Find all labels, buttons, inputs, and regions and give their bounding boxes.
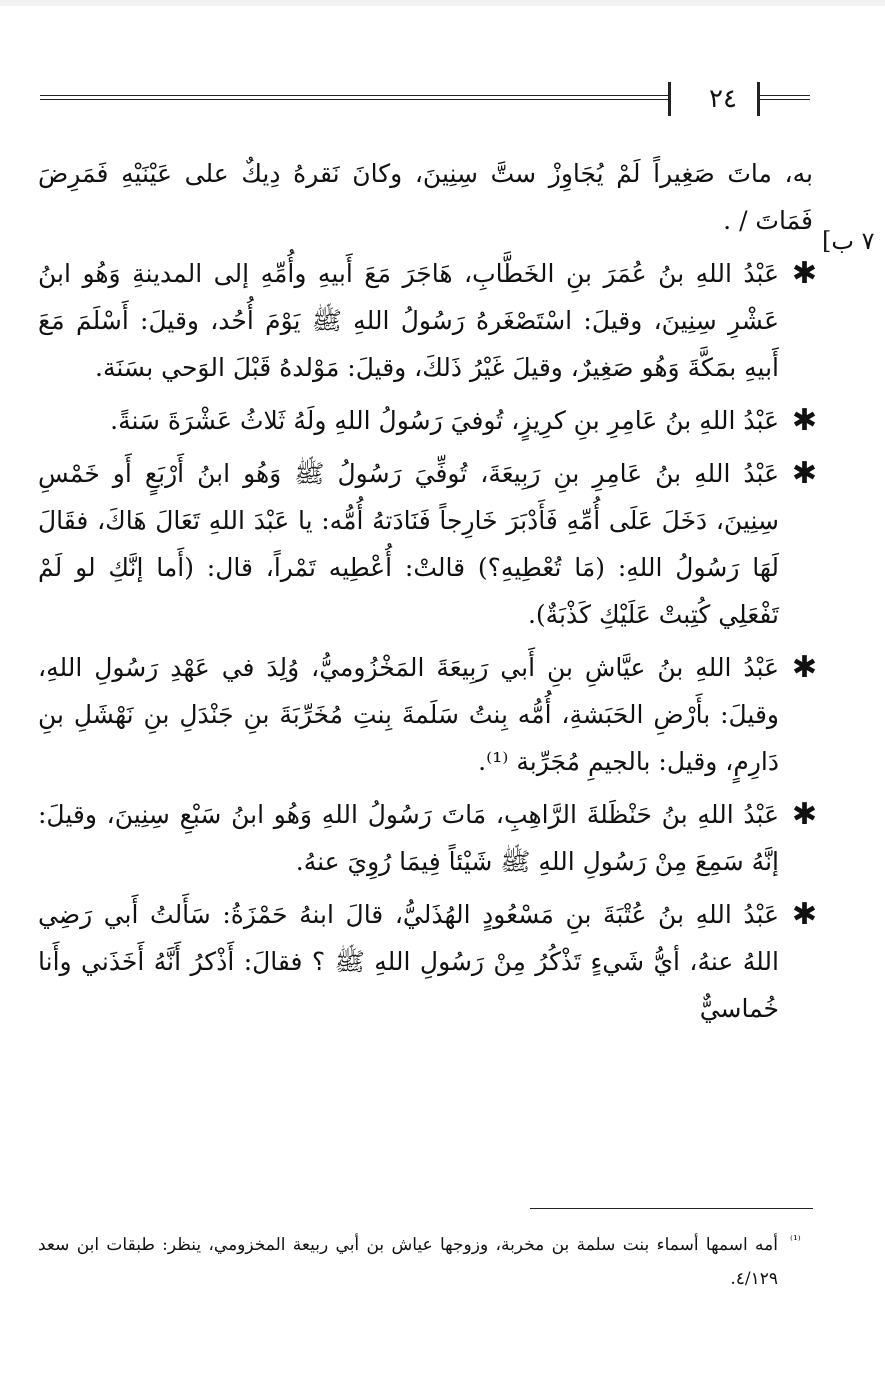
entry-paragraph (38, 450, 817, 638)
footnote-number: ⁽¹⁾ (790, 1233, 801, 1247)
paragraph-text: عَبْدُ اللهِ بنُ عَامِرِ بنِ رَبِيعَةَ، تُوفِّيَ رَسُولُ ﷺ وَهُو ابنُ أَرْبَعٍ أَو خَمْسِ سِنِينَ، دَخَلَ عَلَى أُمِّهِ فَأَدْبَرَ خَارِجاً فَنَادَتهُ أُمُّه: يا عَبْدَ اللهِ تَعَالَ هَاكَ، فقَالَ لَهَا رَسُولُ اللهِ: (مَا تُعْطِيهِ؟) قالتْ: أُعْطِيه تَمْراً، قال: (أَما إنَّكِ لو لَمْ تَفْعَلِي كُتِبتْ عَلَيْكِ كَذْبَةٌ). (38, 459, 779, 629)
entry-paragraph (38, 791, 817, 885)
asterisk-icon: ✱ (791, 897, 817, 932)
main-text (38, 150, 817, 1038)
header-rule-left (40, 95, 668, 100)
footnote-separator (530, 1208, 813, 1209)
entry-paragraph (38, 891, 817, 1032)
asterisk-icon: ✱ (791, 456, 817, 491)
entry-paragraph (38, 250, 817, 391)
asterisk-icon: ✱ (791, 256, 817, 291)
asterisk-icon: ✱ (791, 650, 817, 685)
paragraph-continuation (38, 150, 813, 244)
footnote-text: أمه اسمها أسماء بنت سلمة بن مخربة، وزوجها عياش بن أبي ربيعة المخزومي، ينظر: طبقات ابن سعد ٤/١٢٩. (38, 1235, 778, 1289)
header-rule-right (760, 95, 810, 100)
entry-paragraph (38, 644, 817, 785)
page-number: ٢٤ (709, 84, 737, 114)
paragraph-text: عَبْدُ اللهِ بنُ عَامِرِ بنِ كرِيزٍ، تُوفيَ رَسُولُ اللهِ ولَهُ ثَلاثُ عَشْرَةَ سَنةً. (110, 406, 779, 435)
asterisk-icon: ✱ (791, 403, 817, 438)
paragraph-text: عَبْدُ اللهِ بنُ حَنْظَلةَ الرَّاهِبِ، مَاتَ رَسُولُ اللهِ وَهُو ابنُ سَبْعِ سِنِينَ، وقيلَ: إنَّهُ سَمِعَ مِنْ رَسُولِ اللهِ ﷺ شَيْئاً فِيمَا رُوِيَ عنهُ. (38, 800, 779, 876)
manuscript-folio-note: ٧ ب] (822, 227, 875, 255)
page-header (40, 82, 810, 116)
paragraph-text: به، ماتَ صَغِيراً لَمْ يُجَاوِزْ ستَّ سِنِينَ، وكانَ نَقرهُ دِيكٌ على عَيْنَيْهِ فَمَرِضَ فَمَاتَ / . (38, 159, 813, 235)
entry-paragraph (38, 397, 817, 444)
paragraph-text: عَبْدُ اللهِ بنُ عيَّاشِ بنِ أَبي رَبِيعَةَ المَخْزُوميُّ، وُلِدَ في عَهْدِ رَسُولِ اللهِ، وقيلَ: بأَرْضِ الحَبَشةِ، أُمُّه بِنتُ سَلَمةَ بِنتِ مُخَرِّبَةَ بنِ جَنْدَلِ بنِ نَهْشَلِ بنِ دَارِمٍ، وقيل: بالجيمِ مُجَرِّبة ⁽¹⁾. (38, 653, 779, 776)
header-divider-left (668, 82, 671, 116)
paragraph-text: عَبْدُ اللهِ بنُ عُمَرَ بنِ الخَطَّابِ، هَاجَرَ مَعَ أَبيهِ وأُمِّهِ إلى المدينةِ وَهُو ابنُ عَشْرِ سِنِينَ، وقيلَ: اسْتَصْغَرهُ رَسُولُ اللهِ ﷺ يَوْمَ أُحُد، وقيلَ: أَسْلَمَ مَعَ أَبيهِ بمَكَّةَ وَهُو صَغِيرٌ، وقيلَ غَيْرُ ذَلكَ، وقيلَ: مَوْلدهُ قَبْلَ الوَحي بسَنَة. (38, 259, 779, 382)
asterisk-icon: ✱ (791, 797, 817, 832)
paragraph-text: عَبْدُ اللهِ بنُ عُتْبَةَ بنِ مَسْعُودٍ الهُذَليُّ، قالَ ابنهُ حَمْزَةُ: سَأَلتُ أَبي رَضِي اللهُ عنهُ، أيُّ شَيءٍ تَذْكُرُ مِنْ رَسُولِ اللهِ ﷺ ؟ فقالَ: أَذْكرُ أَنَّهُ أَخَذَني وأَنا خُماسيٌّ (38, 900, 779, 1023)
scan-edge (0, 0, 885, 6)
